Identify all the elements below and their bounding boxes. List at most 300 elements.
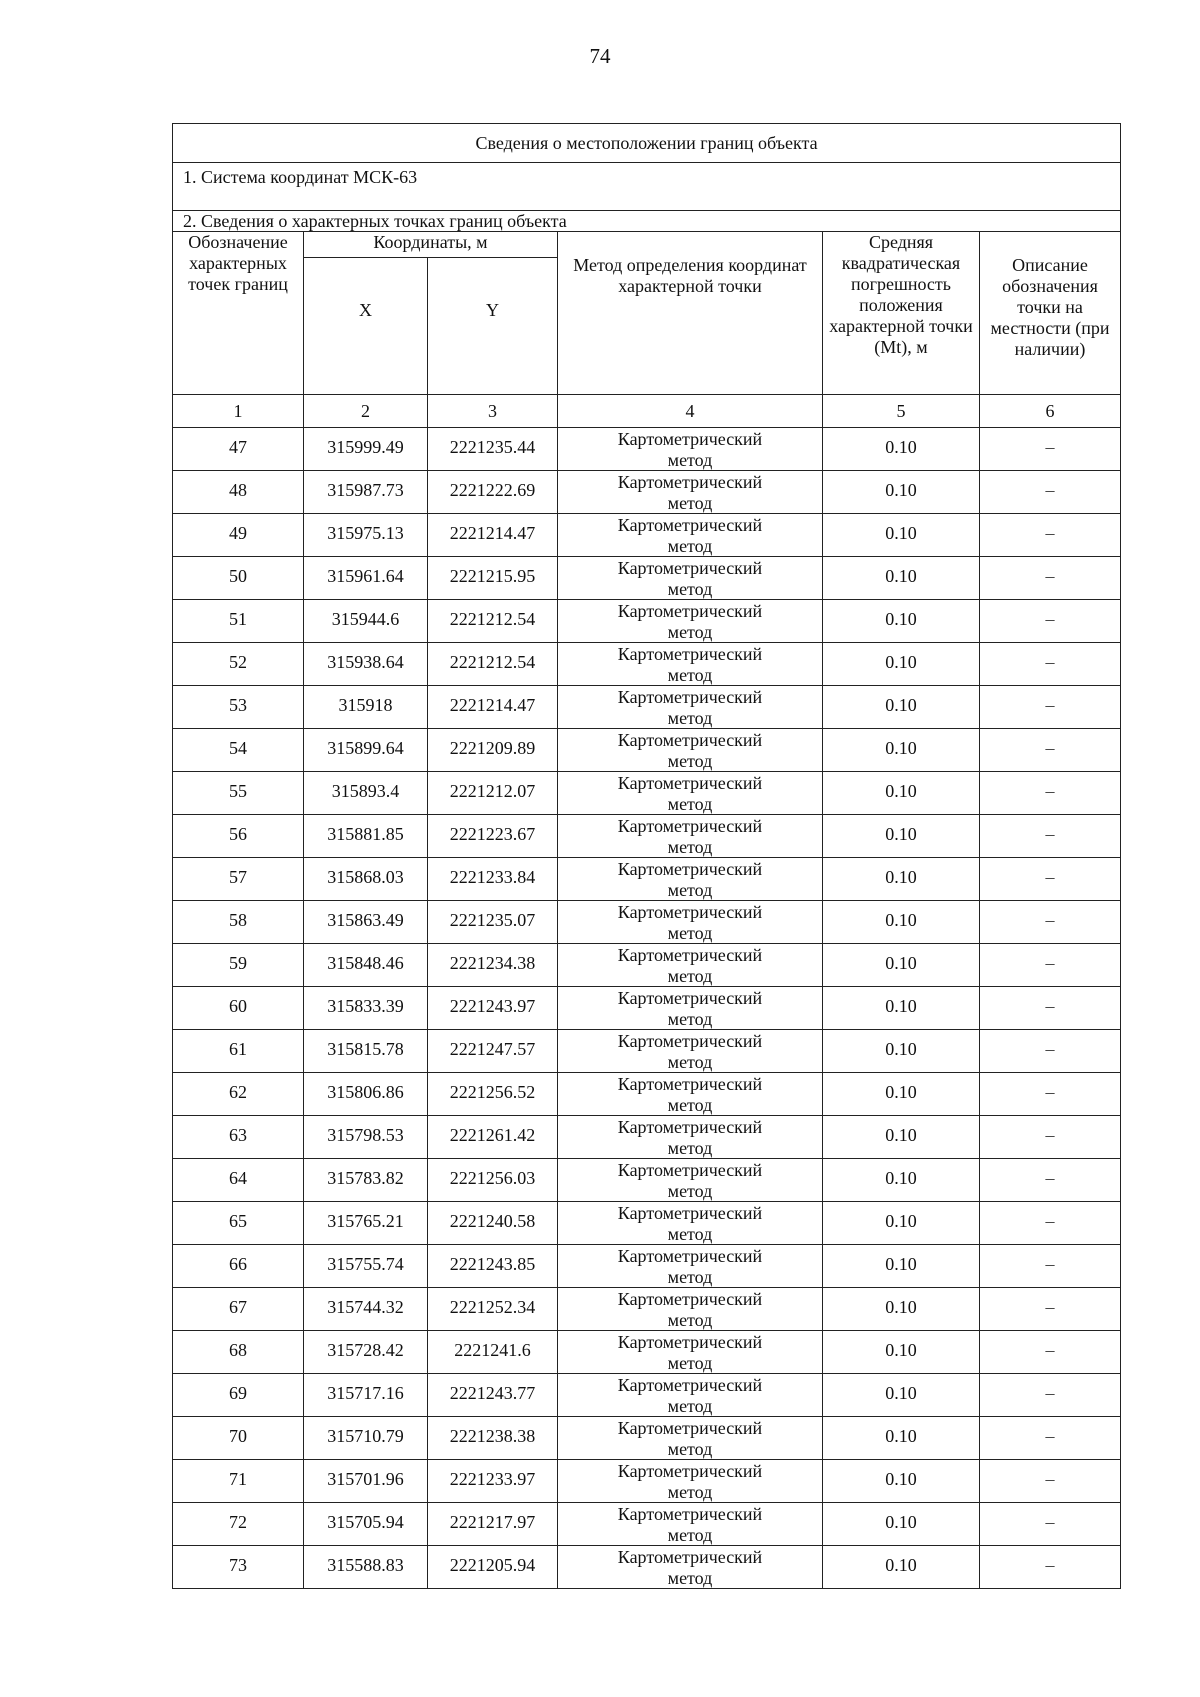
error-cell <box>823 729 980 772</box>
method-text: Картометрический <box>617 472 763 492</box>
table-row <box>173 1417 1121 1460</box>
table-row <box>173 729 1121 772</box>
x-coordinate-cell <box>304 987 428 1030</box>
x-coordinate-cell-value: 315744.32 <box>327 1297 404 1317</box>
method-text: Картометрический <box>617 1547 763 1567</box>
y-coordinate-cell <box>428 1116 558 1159</box>
method-text: метод <box>667 1138 713 1158</box>
error-cell <box>823 1374 980 1417</box>
method-text: метод <box>667 1568 713 1588</box>
y-coordinate-cell-value: 2221217.97 <box>449 1512 536 1532</box>
method-cell <box>558 428 823 471</box>
description-cell <box>980 1202 1121 1245</box>
error-cell <box>823 428 980 471</box>
x-coordinate-cell <box>304 1417 428 1460</box>
method-cell <box>558 514 823 557</box>
y-coordinate-cell-value: 2221214.47 <box>449 523 536 543</box>
error-cell-value: 0.10 <box>885 1555 917 1575</box>
x-coordinate-cell <box>304 428 428 471</box>
point-cell <box>173 1116 304 1159</box>
error-cell <box>823 1159 980 1202</box>
y-coordinate-cell <box>428 1159 558 1202</box>
description-cell <box>980 643 1121 686</box>
description-cell <box>980 1331 1121 1374</box>
point-cell <box>173 686 304 729</box>
table-row <box>173 1460 1121 1503</box>
column-number: 2 <box>304 395 428 428</box>
error-cell-value: 0.10 <box>885 652 917 672</box>
method-text: Картометрический <box>617 902 763 922</box>
x-coordinate-cell <box>304 643 428 686</box>
description-cell-value: – <box>1045 1254 1055 1274</box>
y-coordinate-cell <box>428 471 558 514</box>
table-row <box>173 1546 1121 1589</box>
method-text: Картометрический <box>617 988 763 1008</box>
point-cell <box>173 729 304 772</box>
description-cell-value: – <box>1045 738 1055 758</box>
description-cell-value: – <box>1045 824 1055 844</box>
method-text: метод <box>667 923 713 943</box>
table-row <box>173 858 1121 901</box>
x-coordinate-cell-value: 315717.16 <box>327 1383 404 1403</box>
description-cell-value: – <box>1045 1082 1055 1102</box>
error-cell-value: 0.10 <box>885 867 917 887</box>
error-cell-value: 0.10 <box>885 1469 917 1489</box>
table-row <box>173 1073 1121 1116</box>
description-cell-value: – <box>1045 953 1055 973</box>
error-cell-value: 0.10 <box>885 1340 917 1360</box>
method-text: Картометрический <box>617 1074 763 1094</box>
description-cell-value: – <box>1045 480 1055 500</box>
y-coordinate-cell <box>428 428 558 471</box>
error-cell-value: 0.10 <box>885 523 917 543</box>
x-coordinate-cell <box>304 729 428 772</box>
method-text: метод <box>667 1009 713 1029</box>
point-cell-value: 47 <box>229 437 247 457</box>
y-coordinate-cell <box>428 1417 558 1460</box>
point-cell <box>173 1073 304 1116</box>
description-cell-value: – <box>1045 867 1055 887</box>
method-text: метод <box>667 579 713 599</box>
y-coordinate-cell <box>428 901 558 944</box>
method-cell <box>558 815 823 858</box>
point-cell-value: 67 <box>229 1297 247 1317</box>
description-cell-value: – <box>1045 523 1055 543</box>
error-cell <box>823 514 980 557</box>
x-coordinate-cell-value: 315765.21 <box>327 1211 404 1231</box>
y-coordinate-cell-value: 2221212.54 <box>449 609 536 629</box>
error-cell-value: 0.10 <box>885 1211 917 1231</box>
point-cell <box>173 815 304 858</box>
point-cell <box>173 1546 304 1589</box>
point-cell-value: 66 <box>229 1254 247 1274</box>
x-coordinate-cell <box>304 1073 428 1116</box>
method-cell <box>558 1417 823 1460</box>
x-coordinate-cell-value: 315815.78 <box>327 1039 404 1059</box>
method-cell <box>558 1288 823 1331</box>
method-text: метод <box>667 1181 713 1201</box>
page-number: 74 <box>589 44 611 68</box>
y-coordinate-cell <box>428 1546 558 1589</box>
table-row <box>173 815 1121 858</box>
x-coordinate-cell-value: 315975.13 <box>327 523 404 543</box>
x-coordinate-cell <box>304 1202 428 1245</box>
description-cell <box>980 514 1121 557</box>
y-coordinate-cell <box>428 1503 558 1546</box>
x-coordinate-cell-value: 315944.6 <box>331 609 400 629</box>
description-cell-value: – <box>1045 1039 1055 1059</box>
y-coordinate-cell-value: 2221243.85 <box>449 1254 536 1274</box>
error-cell-value: 0.10 <box>885 1512 917 1532</box>
point-cell-value: 70 <box>229 1426 247 1446</box>
column-number: 1 <box>173 395 304 428</box>
description-cell <box>980 428 1121 471</box>
y-coordinate-cell-value: 2221247.57 <box>449 1039 536 1059</box>
error-cell-value: 0.10 <box>885 1125 917 1145</box>
point-cell-value: 48 <box>229 480 247 500</box>
point-cell-value: 65 <box>229 1211 247 1231</box>
header-method <box>558 232 823 395</box>
point-cell-value: 64 <box>229 1168 247 1188</box>
method-text: метод <box>667 450 713 470</box>
error-cell-value: 0.10 <box>885 609 917 629</box>
y-coordinate-cell-value: 2221256.03 <box>449 1168 536 1188</box>
method-text: Картометрический <box>617 1031 763 1051</box>
error-cell <box>823 1245 980 1288</box>
x-coordinate-cell <box>304 514 428 557</box>
y-coordinate-cell-value: 2221241.6 <box>454 1340 531 1360</box>
y-coordinate-cell-value: 2221256.52 <box>449 1082 536 1102</box>
description-cell <box>980 1417 1121 1460</box>
x-coordinate-cell <box>304 471 428 514</box>
method-text: Картометрический <box>617 558 763 578</box>
y-coordinate-cell <box>428 772 558 815</box>
table-row <box>173 643 1121 686</box>
error-cell-value: 0.10 <box>885 996 917 1016</box>
method-cell <box>558 901 823 944</box>
method-text: Картометрический <box>617 1246 763 1266</box>
x-coordinate-cell <box>304 557 428 600</box>
point-cell <box>173 987 304 1030</box>
error-cell-value: 0.10 <box>885 695 917 715</box>
method-cell <box>558 1245 823 1288</box>
x-coordinate-cell-value: 315899.64 <box>327 738 404 758</box>
point-cell <box>173 901 304 944</box>
description-cell <box>980 772 1121 815</box>
method-cell <box>558 1116 823 1159</box>
points-section-heading: 2. Сведения о характерных точках границ объекта <box>173 211 1121 232</box>
method-text: метод <box>667 493 713 513</box>
y-coordinate-cell <box>428 1460 558 1503</box>
point-cell <box>173 1331 304 1374</box>
point-cell <box>173 944 304 987</box>
error-cell <box>823 858 980 901</box>
x-coordinate-cell-value: 315999.49 <box>327 437 404 457</box>
method-text: метод <box>667 1095 713 1115</box>
y-coordinate-cell-value: 2221233.84 <box>449 867 536 887</box>
method-text: Картометрический <box>617 687 763 707</box>
x-coordinate-cell-value: 315938.64 <box>327 652 404 672</box>
point-cell-value: 72 <box>229 1512 247 1532</box>
method-cell <box>558 557 823 600</box>
error-cell <box>823 772 980 815</box>
method-cell <box>558 772 823 815</box>
error-cell <box>823 1417 980 1460</box>
method-text: Картометрический <box>617 1289 763 1309</box>
x-coordinate-cell <box>304 1245 428 1288</box>
description-cell-value: – <box>1045 1512 1055 1532</box>
error-cell <box>823 1116 980 1159</box>
description-cell-value: – <box>1045 1383 1055 1403</box>
point-cell <box>173 1030 304 1073</box>
method-text: метод <box>667 1439 713 1459</box>
method-text: Картометрический <box>617 1418 763 1438</box>
description-cell-value: – <box>1045 1469 1055 1489</box>
table-row <box>173 471 1121 514</box>
column-number: 3 <box>428 395 558 428</box>
y-coordinate-cell <box>428 1374 558 1417</box>
method-text: Картометрический <box>617 1332 763 1352</box>
description-cell-value: – <box>1045 1555 1055 1575</box>
error-cell-value: 0.10 <box>885 1383 917 1403</box>
point-cell-value: 58 <box>229 910 247 930</box>
method-cell <box>558 987 823 1030</box>
description-cell-value: – <box>1045 1211 1055 1231</box>
method-cell <box>558 1159 823 1202</box>
description-cell <box>980 1374 1121 1417</box>
table-row <box>173 1374 1121 1417</box>
method-text: Картометрический <box>617 429 763 449</box>
method-text: метод <box>667 966 713 986</box>
table-row <box>173 428 1121 471</box>
x-coordinate-cell-value: 315783.82 <box>327 1168 404 1188</box>
description-cell <box>980 471 1121 514</box>
description-cell <box>980 1245 1121 1288</box>
error-cell-value: 0.10 <box>885 781 917 801</box>
y-coordinate-cell <box>428 815 558 858</box>
description-cell <box>980 1546 1121 1589</box>
method-text: Картометрический <box>617 1375 763 1395</box>
description-cell-value: – <box>1045 609 1055 629</box>
column-number: 4 <box>558 395 823 428</box>
description-cell-value: – <box>1045 1297 1055 1317</box>
x-coordinate-cell <box>304 772 428 815</box>
point-cell <box>173 1460 304 1503</box>
y-coordinate-cell <box>428 643 558 686</box>
method-text: Картометрический <box>617 1461 763 1481</box>
column-number: 5 <box>823 395 980 428</box>
error-cell-value: 0.10 <box>885 953 917 973</box>
error-cell <box>823 1202 980 1245</box>
description-cell-value: – <box>1045 1125 1055 1145</box>
y-coordinate-cell-value: 2221234.38 <box>449 953 536 973</box>
method-text: метод <box>667 1052 713 1072</box>
method-cell <box>558 858 823 901</box>
y-coordinate-cell <box>428 514 558 557</box>
point-cell <box>173 1245 304 1288</box>
table-row <box>173 1288 1121 1331</box>
x-coordinate-cell-value: 315893.4 <box>331 781 400 801</box>
y-coordinate-cell <box>428 1073 558 1116</box>
table-row <box>173 1503 1121 1546</box>
x-coordinate-cell-value: 315798.53 <box>327 1125 404 1145</box>
y-coordinate-cell-value: 2221233.97 <box>449 1469 536 1489</box>
error-cell-value: 0.10 <box>885 1082 917 1102</box>
point-cell-value: 52 <box>229 652 247 672</box>
description-cell-value: – <box>1045 781 1055 801</box>
description-cell <box>980 901 1121 944</box>
method-text: Картометрический <box>617 644 763 664</box>
header-y-text: Y <box>486 300 499 320</box>
header-description <box>980 232 1121 395</box>
y-coordinate-cell <box>428 1245 558 1288</box>
y-coordinate-cell <box>428 944 558 987</box>
error-cell <box>823 1546 980 1589</box>
description-cell-value: – <box>1045 1168 1055 1188</box>
point-cell-value: 68 <box>229 1340 247 1360</box>
point-cell <box>173 428 304 471</box>
description-cell <box>980 557 1121 600</box>
method-cell <box>558 1073 823 1116</box>
table-row <box>173 1245 1121 1288</box>
point-cell <box>173 1503 304 1546</box>
description-cell <box>980 600 1121 643</box>
x-coordinate-cell <box>304 944 428 987</box>
description-cell <box>980 815 1121 858</box>
table-row <box>173 1159 1121 1202</box>
method-text: Картометрический <box>617 730 763 750</box>
error-cell <box>823 1503 980 1546</box>
table-row <box>173 772 1121 815</box>
point-cell <box>173 643 304 686</box>
y-coordinate-cell-value: 2221212.54 <box>449 652 536 672</box>
y-coordinate-cell-value: 2221235.44 <box>449 437 536 457</box>
method-text: Картометрический <box>617 601 763 621</box>
point-cell <box>173 471 304 514</box>
y-coordinate-cell-value: 2221214.47 <box>449 695 536 715</box>
y-coordinate-cell <box>428 557 558 600</box>
y-coordinate-cell-value: 2221252.34 <box>449 1297 536 1317</box>
point-cell-value: 57 <box>229 867 247 887</box>
x-coordinate-cell <box>304 1331 428 1374</box>
x-coordinate-cell-value: 315987.73 <box>327 480 404 500</box>
method-text: Картометрический <box>617 859 763 879</box>
error-cell <box>823 600 980 643</box>
method-text: метод <box>667 1396 713 1416</box>
table-row <box>173 1116 1121 1159</box>
header-method-text: Метод определения координат характерной точки <box>573 255 807 296</box>
point-cell-value: 73 <box>229 1555 247 1575</box>
method-text: метод <box>667 708 713 728</box>
method-text: метод <box>667 1310 713 1330</box>
error-cell <box>823 815 980 858</box>
error-cell <box>823 987 980 1030</box>
point-cell-value: 50 <box>229 566 247 586</box>
error-cell <box>823 1288 980 1331</box>
point-cell-value: 55 <box>229 781 247 801</box>
method-cell <box>558 1503 823 1546</box>
method-cell <box>558 1460 823 1503</box>
table-row <box>173 1030 1121 1073</box>
x-coordinate-cell-value: 315961.64 <box>327 566 404 586</box>
header-description-text: Описание обозначения точки на местности (при наличии) <box>990 255 1110 359</box>
point-cell-value: 62 <box>229 1082 247 1102</box>
description-cell <box>980 1159 1121 1202</box>
method-text: метод <box>667 1482 713 1502</box>
point-cell-value: 61 <box>229 1039 247 1059</box>
description-cell-value: – <box>1045 1426 1055 1446</box>
method-cell <box>558 643 823 686</box>
description-cell <box>980 1460 1121 1503</box>
error-cell-value: 0.10 <box>885 1297 917 1317</box>
x-coordinate-cell <box>304 686 428 729</box>
point-cell <box>173 1159 304 1202</box>
x-coordinate-cell <box>304 1116 428 1159</box>
method-text: метод <box>667 622 713 642</box>
method-cell <box>558 600 823 643</box>
point-cell-value: 60 <box>229 996 247 1016</box>
x-coordinate-cell-value: 315868.03 <box>327 867 404 887</box>
method-text: Картометрический <box>617 816 763 836</box>
y-coordinate-cell-value: 2221243.97 <box>449 996 536 1016</box>
y-coordinate-cell-value: 2221209.89 <box>449 738 536 758</box>
point-cell-value: 51 <box>229 609 247 629</box>
x-coordinate-cell-value: 315833.39 <box>327 996 404 1016</box>
method-text: Картометрический <box>617 945 763 965</box>
x-coordinate-cell-value: 315806.86 <box>327 1082 404 1102</box>
point-cell-value: 56 <box>229 824 247 844</box>
header-y <box>428 258 558 395</box>
method-text: метод <box>667 837 713 857</box>
y-coordinate-cell <box>428 1288 558 1331</box>
table-row <box>173 686 1121 729</box>
y-coordinate-cell-value: 2221238.38 <box>449 1426 536 1446</box>
y-coordinate-cell-value: 2221240.58 <box>449 1211 536 1231</box>
description-cell-value: – <box>1045 695 1055 715</box>
y-coordinate-cell-value: 2221205.94 <box>449 1555 536 1575</box>
x-coordinate-cell-value: 315863.49 <box>327 910 404 930</box>
error-cell <box>823 1460 980 1503</box>
error-cell <box>823 1073 980 1116</box>
table-row <box>173 514 1121 557</box>
table-row <box>173 944 1121 987</box>
error-cell-value: 0.10 <box>885 910 917 930</box>
error-cell-value: 0.10 <box>885 480 917 500</box>
header-error: Средняя квадратическая погрешность положения характерной точки (Mt), м <box>823 232 980 395</box>
y-coordinate-cell-value: 2221223.67 <box>449 824 536 844</box>
method-text: метод <box>667 794 713 814</box>
x-coordinate-cell-value: 315701.96 <box>327 1469 404 1489</box>
y-coordinate-cell <box>428 1030 558 1073</box>
method-cell <box>558 1331 823 1374</box>
error-cell <box>823 643 980 686</box>
y-coordinate-cell <box>428 858 558 901</box>
description-cell <box>980 858 1121 901</box>
method-cell <box>558 471 823 514</box>
method-text: Картометрический <box>617 1160 763 1180</box>
x-coordinate-cell-value: 315705.94 <box>327 1512 404 1532</box>
x-coordinate-cell-value: 315755.74 <box>327 1254 404 1274</box>
point-cell-value: 63 <box>229 1125 247 1145</box>
error-cell <box>823 557 980 600</box>
y-coordinate-cell <box>428 600 558 643</box>
error-cell-value: 0.10 <box>885 738 917 758</box>
point-cell-value: 69 <box>229 1383 247 1403</box>
method-text: метод <box>667 751 713 771</box>
x-coordinate-cell <box>304 901 428 944</box>
point-cell <box>173 514 304 557</box>
point-cell-value: 71 <box>229 1469 247 1489</box>
